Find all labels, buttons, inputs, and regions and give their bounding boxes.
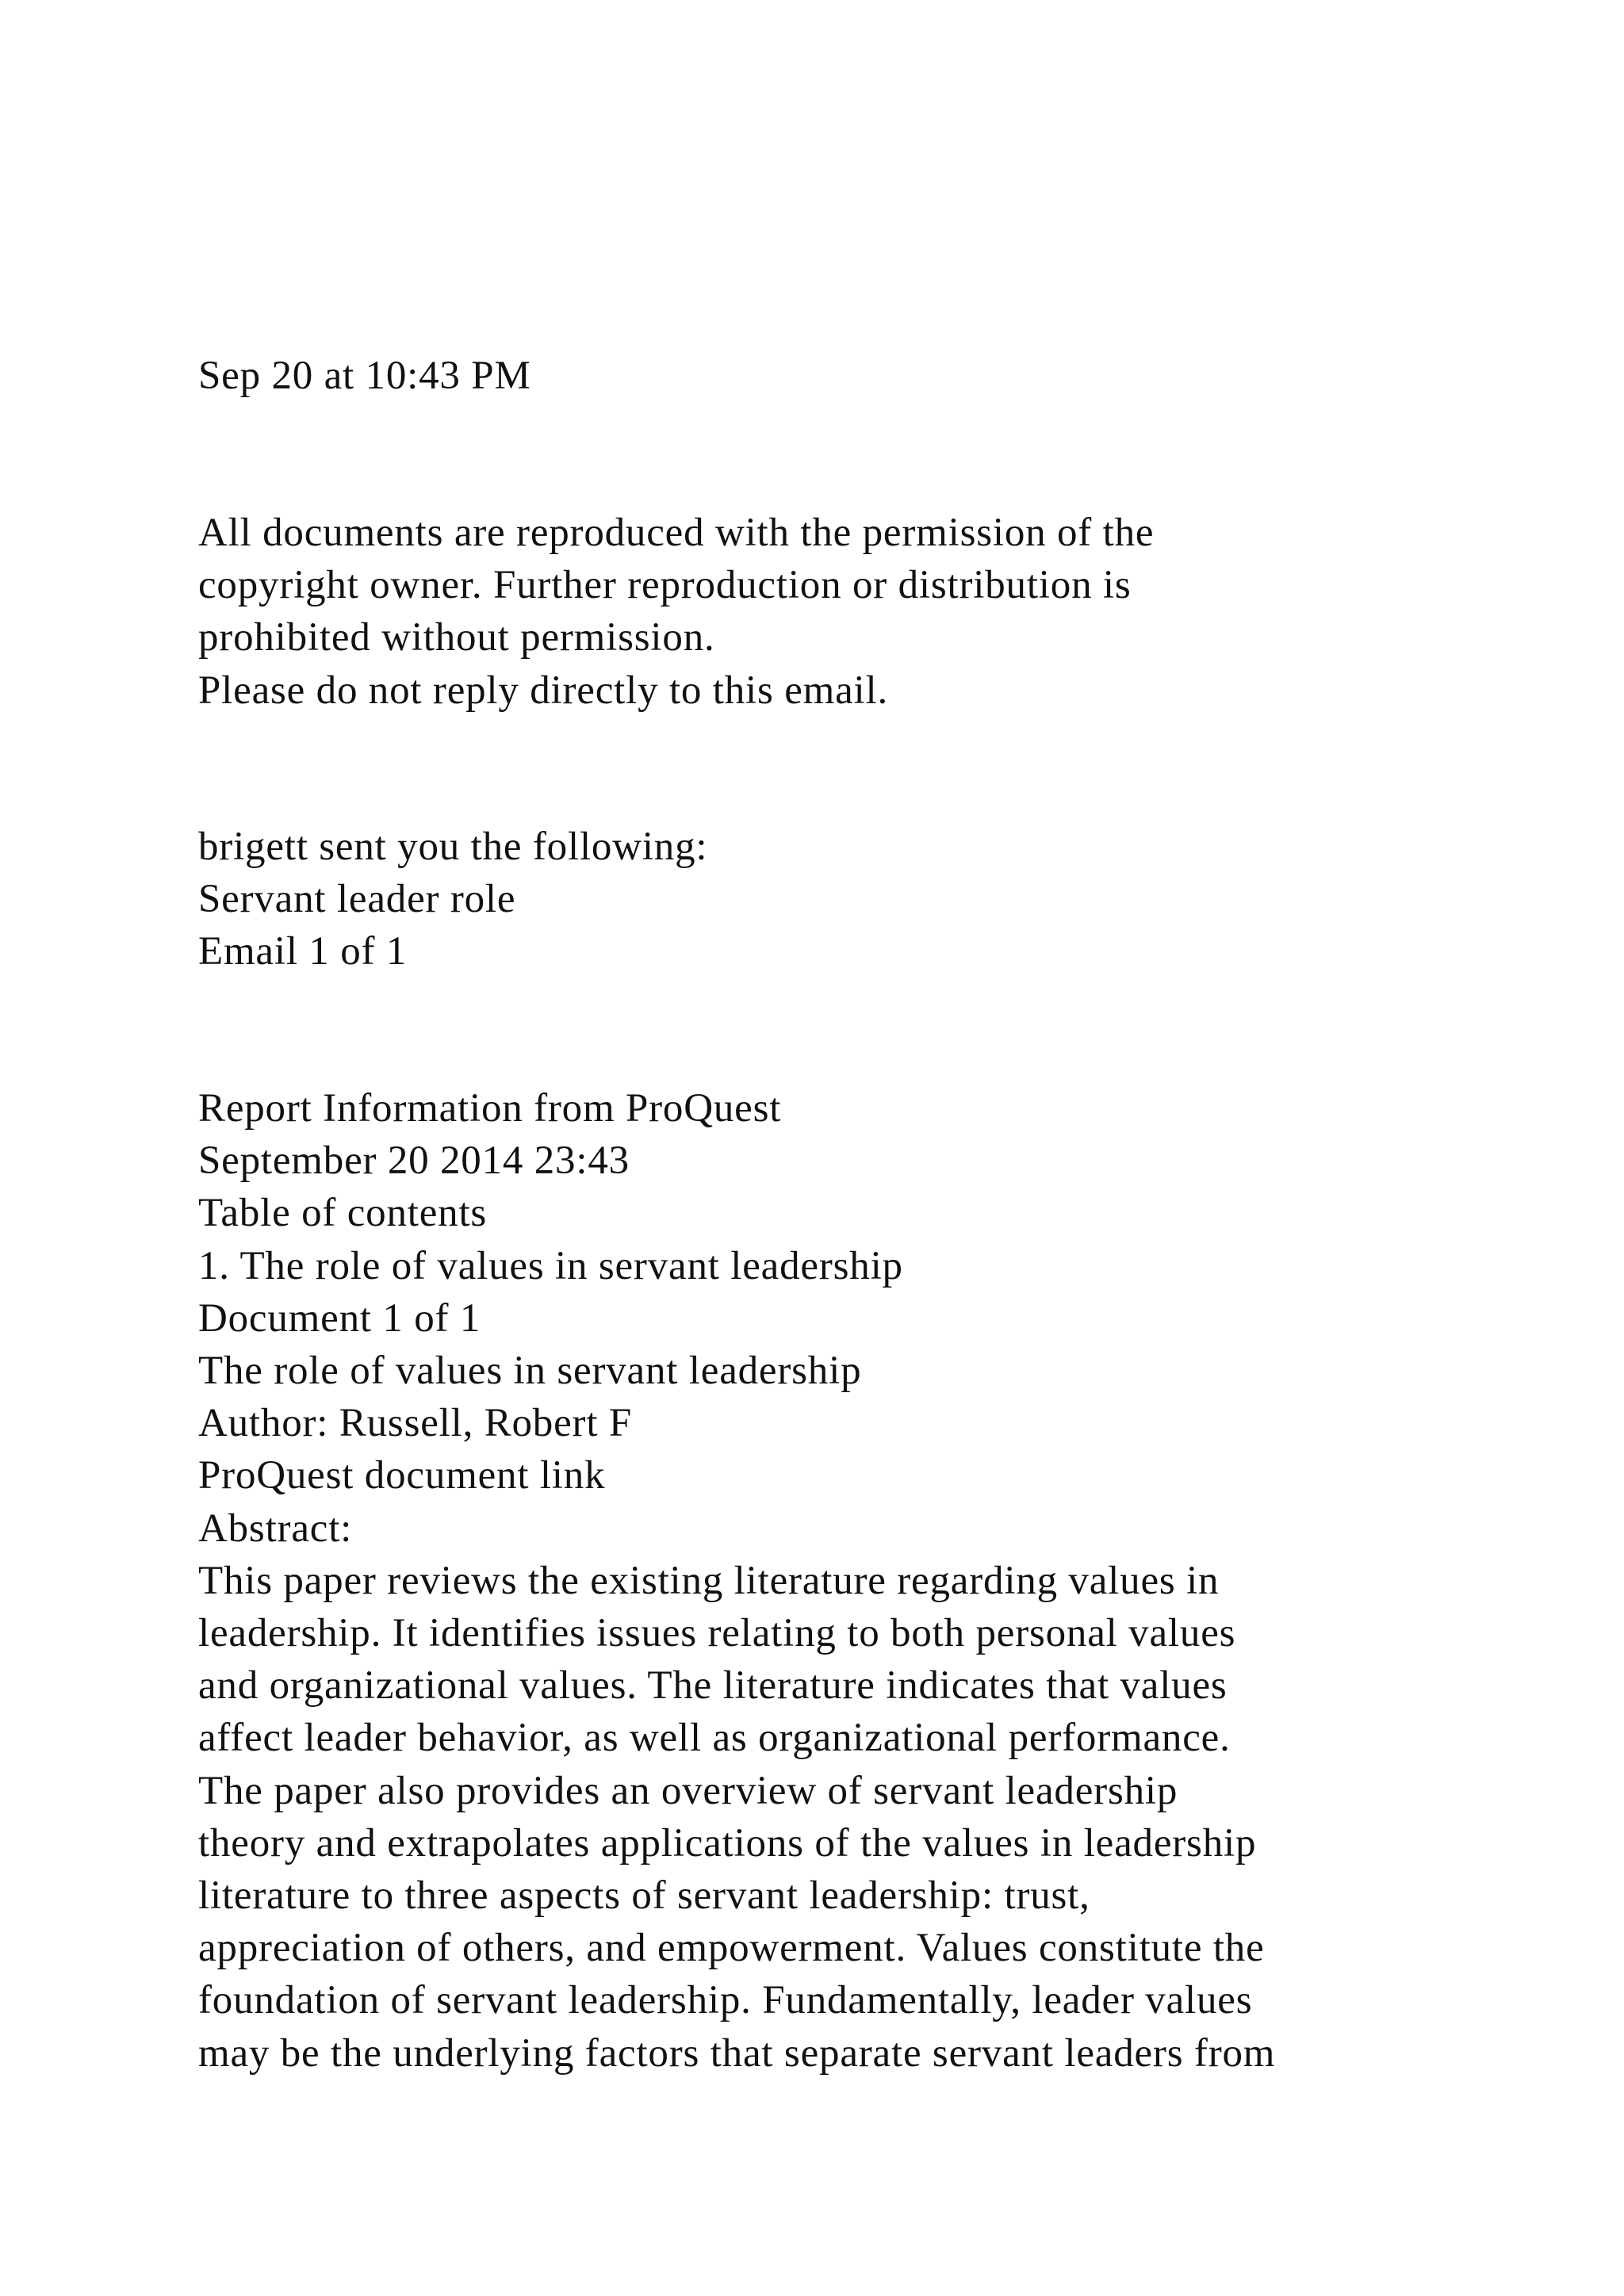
abstract-line: foundation of servant leadership. Fundamentally, leader values [198, 1978, 1253, 2023]
report-heading: Report Information from ProQuest [198, 1086, 782, 1131]
toc-item: 1. The role of values in servant leadership [198, 1243, 903, 1288]
abstract-line: leadership. It identifies issues relating to both personal values [198, 1611, 1236, 1656]
abstract-line: and organizational values. The literature indicates that values [198, 1663, 1228, 1709]
copyright-notice [198, 507, 1530, 717]
email-subject: Servant leader role [198, 877, 516, 922]
abstract-line: The paper also provides an overview of servant leadership [198, 1768, 1178, 1813]
notice-line: Please do not reply directly to this email. [198, 668, 889, 713]
document-author: Author: Russell, Robert F [198, 1401, 633, 1446]
document-link-label: ProQuest document link [198, 1453, 606, 1498]
notice-line: All documents are reproduced with the permission of the [198, 511, 1155, 555]
abstract-line: affect leader behavior, as well as organizational performance. [198, 1716, 1231, 1761]
sender-info [198, 821, 1530, 978]
notice-line: copyright owner. Further reproduction or distribution is [198, 563, 1132, 608]
email-timestamp-block [198, 350, 1530, 402]
abstract-line: literature to three aspects of servant leadership: trust, [198, 1873, 1090, 1919]
report-date: September 20 2014 23:43 [198, 1138, 630, 1184]
email-count: Email 1 of 1 [198, 929, 408, 974]
abstract-label: Abstract: [198, 1506, 353, 1551]
email-timestamp: Sep 20 at 10:43 PM [198, 354, 531, 398]
abstract-line: may be the underlying factors that separate servant leaders from [198, 2030, 1276, 2076]
document-title: The role of values in servant leadership [198, 1349, 862, 1394]
abstract-line: theory and extrapolates applications of the values in leadership [198, 1820, 1257, 1866]
proquest-report [198, 1082, 1530, 2080]
abstract-line: appreciation of others, and empowerment. Values constitute the [198, 1926, 1265, 1971]
document-count: Document 1 of 1 [198, 1295, 481, 1341]
notice-line: prohibited without permission. [198, 615, 715, 660]
toc-heading: Table of contents [198, 1191, 488, 1236]
abstract-line: This paper reviews the existing literature regarding values in [198, 1558, 1220, 1603]
sender-line: brigett sent you the following: [198, 825, 708, 869]
